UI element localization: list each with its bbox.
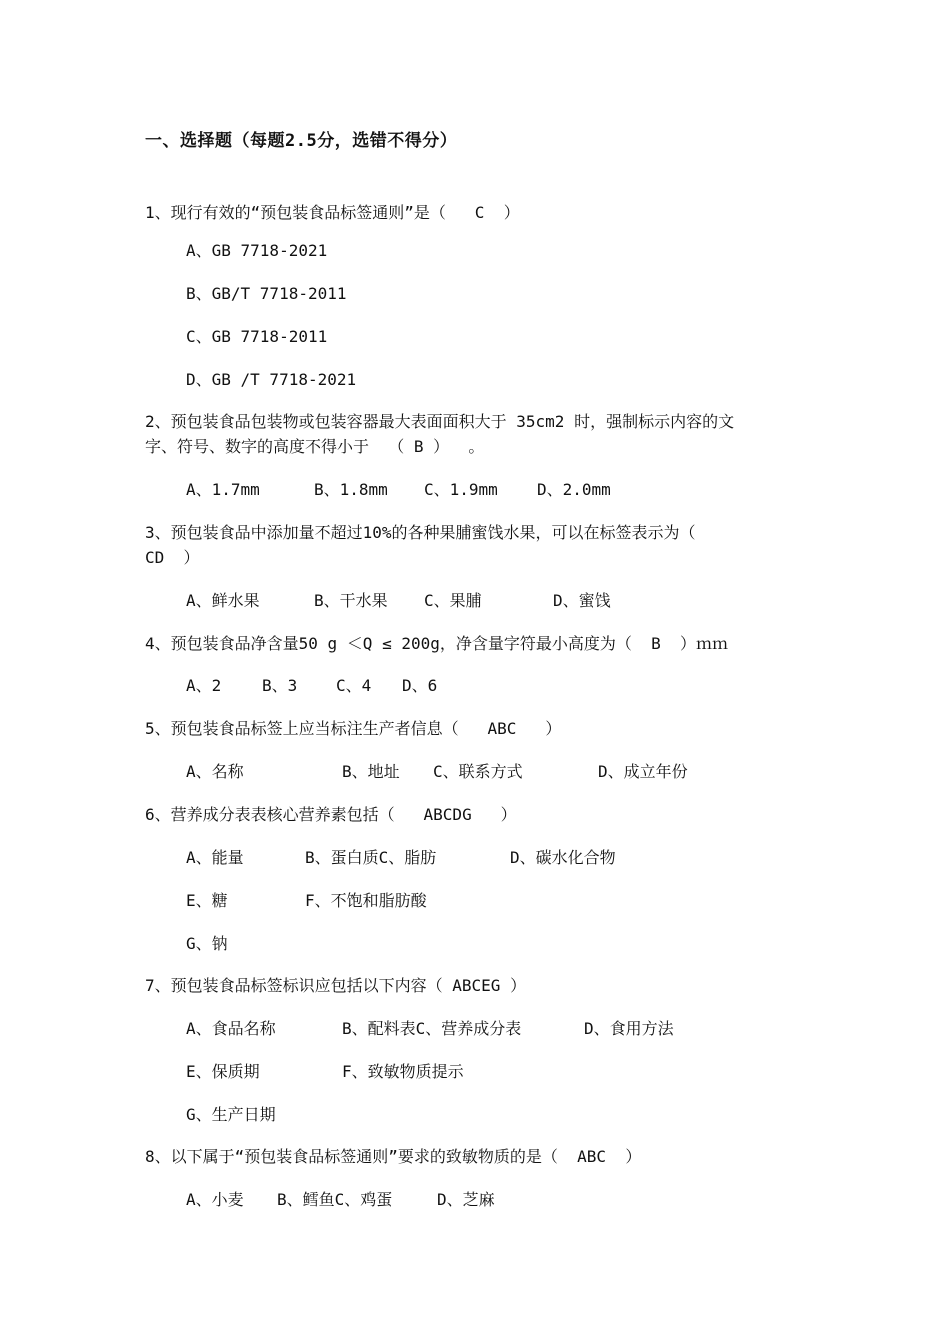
q7-option-g: G、生产日期 bbox=[186, 1105, 276, 1124]
q3-option-c: C、果脯 bbox=[424, 591, 482, 610]
q1-option-d: D、GB /T 7718-2021 bbox=[186, 370, 357, 389]
q2-option-a: A、1.7mm bbox=[186, 480, 260, 499]
question-3-line-1: 3、预包装食品中添加量不超过10%的各种果脯蜜饯水果，可以在标签表示为（ bbox=[145, 523, 696, 542]
question-7: 7、预包装食品标签标识应包括以下内容（ ABCEG ） bbox=[145, 976, 527, 995]
q7-option-a: A、食品名称 bbox=[186, 1019, 276, 1038]
question-3-line-2: CD ） bbox=[145, 548, 200, 567]
q2-option-c: C、1.9mm bbox=[424, 480, 498, 499]
q3-option-d: D、蜜饯 bbox=[553, 591, 611, 610]
q8-options bbox=[186, 1187, 495, 1282]
section-title: 一、选择题（每题2.5分，选错不得分） bbox=[145, 131, 458, 151]
q6-option-g: G、钠 bbox=[186, 934, 228, 953]
q5-option-a: A、名称 bbox=[186, 762, 244, 781]
question-5: 5、预包装食品标签上应当标注生产者信息（ ABC ） bbox=[145, 719, 562, 738]
q6-option-f: F、不饱和脂肪酸 bbox=[305, 891, 427, 910]
q4-option-c: C、4 bbox=[336, 676, 372, 695]
q6-option-a: A、能量 bbox=[186, 848, 244, 867]
q5-option-c: C、联系方式 bbox=[433, 762, 523, 781]
q1-option-c: C、GB 7718-2011 bbox=[186, 327, 328, 346]
q7-option-f: F、致敏物质提示 bbox=[342, 1062, 464, 1081]
q7-option-bc: B、配料表C、营养成分表 bbox=[342, 1019, 522, 1038]
question-2-line-1: 2、预包装食品包装物或包装容器最大表面面积大于 35cm2 时，强制标示内容的文 bbox=[145, 412, 735, 431]
q8-option-d: D、芝麻 bbox=[437, 1190, 495, 1209]
q8-option-bc: B、鳕鱼C、鸡蛋 bbox=[277, 1190, 393, 1209]
question-6: 6、营养成分表表核心营养素包括（ ABCDG ） bbox=[145, 805, 517, 824]
q3-option-b: B、干水果 bbox=[314, 591, 388, 610]
q7-option-d: D、食用方法 bbox=[584, 1019, 674, 1038]
question-8: 8、以下属于“预包装食品标签通则”要求的致敏物质的是（ ABC ） bbox=[145, 1147, 642, 1166]
q1-option-a: A、GB 7718-2021 bbox=[186, 241, 328, 260]
q1-option-b: B、GB/T 7718-2011 bbox=[186, 284, 347, 303]
q2-option-b: B、1.8mm bbox=[314, 480, 388, 499]
q6-option-e: E、糖 bbox=[186, 891, 228, 910]
q8-option-a: A、小麦 bbox=[186, 1190, 244, 1209]
q5-option-d: D、成立年份 bbox=[598, 762, 688, 781]
q7-option-e: E、保质期 bbox=[186, 1062, 260, 1081]
q6-option-bc: B、蛋白质C、脂肪 bbox=[305, 848, 437, 867]
q4-option-d: D、6 bbox=[402, 676, 438, 695]
question-1: 1、现行有效的“预包装食品标签通则”是（ C ） bbox=[145, 203, 520, 222]
q5-option-b: B、地址 bbox=[342, 762, 400, 781]
q6-option-d: D、碳水化合物 bbox=[510, 848, 616, 867]
q2-option-d: D、2.0mm bbox=[537, 480, 611, 499]
q4-option-b: B、3 bbox=[262, 676, 298, 695]
question-4: 4、预包装食品净含量50 g ＜Q ≤ 200g，净含量字符最小高度为（ B ）ｍｍ bbox=[145, 634, 729, 653]
q4-option-a: A、2 bbox=[186, 676, 222, 695]
q3-option-a: A、鲜水果 bbox=[186, 591, 260, 610]
question-2-line-2: 字、符号、数字的高度不得小于 （ B ） 。 bbox=[145, 437, 485, 456]
